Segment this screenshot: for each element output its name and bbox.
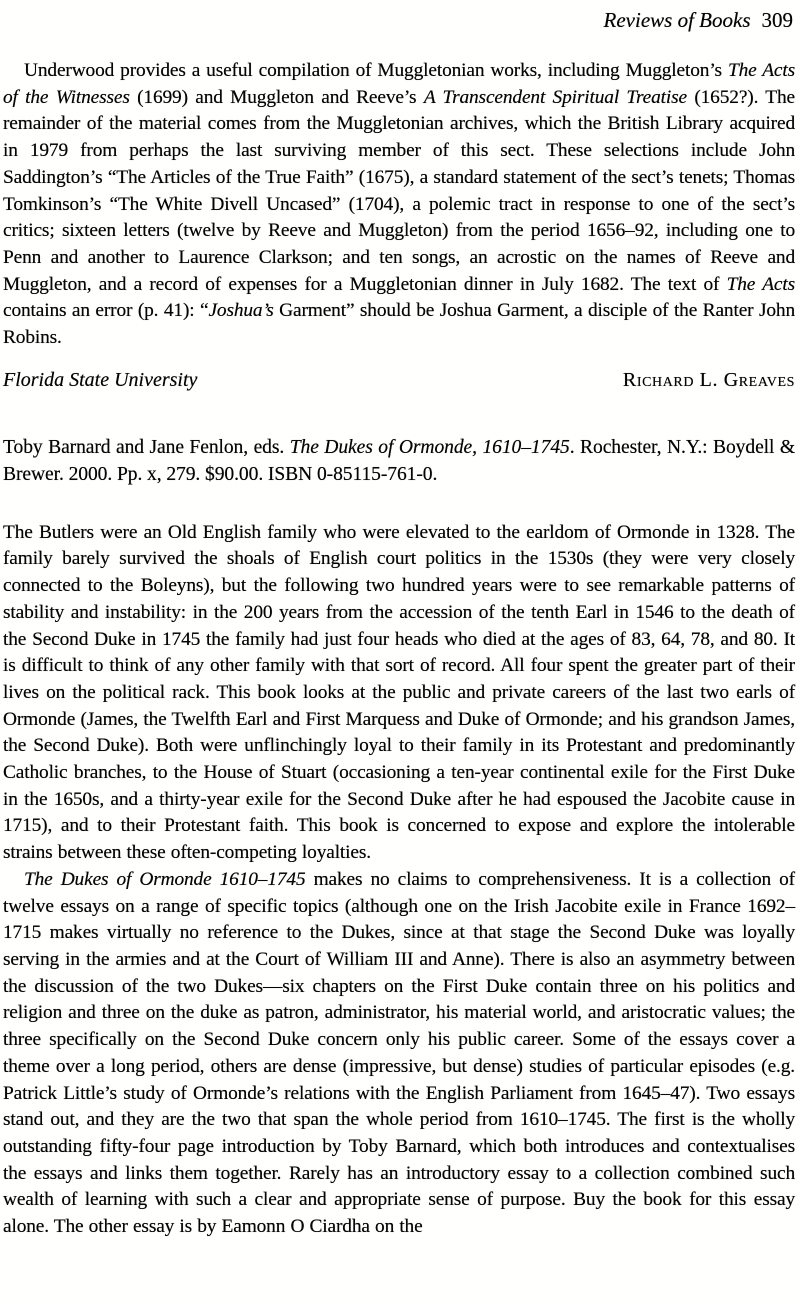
paragraph-text: Underwood provides a useful compilation of Muggletonian works, including Muggleton’s	[24, 60, 728, 81]
book-title-italic: A Transcendent Spiritual Treatise	[423, 86, 687, 108]
review-paragraph-1: The Butlers were an Old English family who were elevated to the earldom of Ormonde in 1328. The family barely survived the shoals of English court politics in the 1530s (they were very closely connected to the Boleyns), but the following two hundred years were to see remarkable patterns of stability and instability: in the 200 years from the accession of the tenth Earl in 1546 to the death of the Second Duke in 1745 the family had just four heads who died at the ages of 83, 64, 78, and 80. It is difficult to think of any other family with that sort of record. All four spent the greater part of their lives on the political rack. This book looks at the public and private careers of the last two earls of Ormonde (James, the Twelfth Earl and First Marquess and Duke of Ormonde; and his grandson James, the Second Duke). Both were unflinchingly loyal to their family in its Protestant and predominantly Catholic branches, to the House of Stuart (occasioning a ten-year continental exile for the First Duke in the 1650s, and a thirty-year exile for the Second Duke after he had espoused the Jacobite cause in 1715), and to their Protestant faith. This book is concerned to expose and explore the intolerable strains between these often-competing loyalties.	[3, 521, 795, 864]
running-head-title: Reviews of Books	[603, 8, 751, 32]
citation-editors: Toby Barnard and Jane Fenlon, eds.	[3, 436, 290, 458]
paragraph-text: (1652?). The remainder of the material comes from the Muggletonian archives, which the British Library acquired in 1979 from perhaps the last surviving member of this sect. These selections include John Saddington’s “The Articles of the True Faith” (1675), a standard statement of the sect’s tenets; Thomas Tomkinson’s “The White Divell Uncased” (1704), a polemic tract in response to one of the sect’s critics; sixteen letters (twelve by Reeve and Muggleton) from the period 1656–92, including one to Penn and another to Laurence Clarkson; and ten songs, an acrostic on the names of Reeve and Muggleton, and a record of expenses for a Muggletonian dinner in July 1682. The text of	[3, 86, 795, 295]
attribution-row	[3, 367, 795, 394]
paragraph-text: (1699) and Muggleton and Reeve’s	[129, 86, 424, 108]
page-number: 309	[761, 8, 793, 32]
book-title-italic: The Acts	[726, 273, 795, 295]
page-header	[3, 8, 793, 32]
reviewer-affiliation: Florida State University	[3, 368, 198, 391]
book-title-italic: The Acts of the Witnesses	[3, 60, 795, 108]
book-citation	[3, 434, 795, 488]
paragraph-text: makes no claims to comprehensiveness. It is a collection of twelve essays on a range of specific topics (although one on the Irish Jacobite exile in France 1692–1715 makes virtually no reference to the Dukes, since at that stage the Second Duke was loyally serving in the armies and at the Court of William III and Anne). There is also an asymmetry between the discussion of the two Dukes—six chapters on the First Duke contain three on his politics and religion and three on the duke as patron, administrator, his material world, and aristocratic values; the three specifically on the Second Duke concern only his public career. Some of the essays cover a theme over a long period, others are dense (impressive, but dense) studies of particular episodes (e.g. Patrick Little’s study of Ormonde’s relations with the English Parliament from 1645–47). Two essays stand out, and they are the two that span the whole period from 1610–1745. The first is the wholly outstanding fifty-four page introduction by Toby Barnard, which both introduces and contextualises the essays and links them together. Rarely has an introductory essay to a collection combined such wealth of learning with such a clear and appropriate sense of purpose. Buy the book for this essay alone. The other essay is by Eamonn O Ciardha on the	[3, 868, 795, 1238]
paragraph-text: Garment” should be Joshua Garment, a disciple of the Ranter John Robins.	[3, 300, 795, 349]
review-paragraph-2	[3, 867, 795, 1241]
current-review-section	[3, 434, 795, 1241]
citation-publisher-info: . Rochester, N.Y.: Boydell & Brewer. 2000. Pp. x, 279. $90.00. ISBN 0-85115-761-0.	[3, 436, 796, 485]
previous-review-paragraph	[3, 58, 795, 352]
citation-book-title: The Dukes of Ormonde, 1610–1745	[289, 436, 570, 458]
book-title-italic: The Dukes of Ormonde 1610–1745	[24, 868, 306, 890]
italic-word: Joshua’s	[208, 300, 274, 322]
previous-review-section	[3, 58, 795, 394]
paragraph-text: contains an error (p. 41): “	[3, 300, 209, 322]
review-body	[3, 520, 795, 1241]
reviewer-name: Richard L. Greaves	[622, 368, 795, 391]
